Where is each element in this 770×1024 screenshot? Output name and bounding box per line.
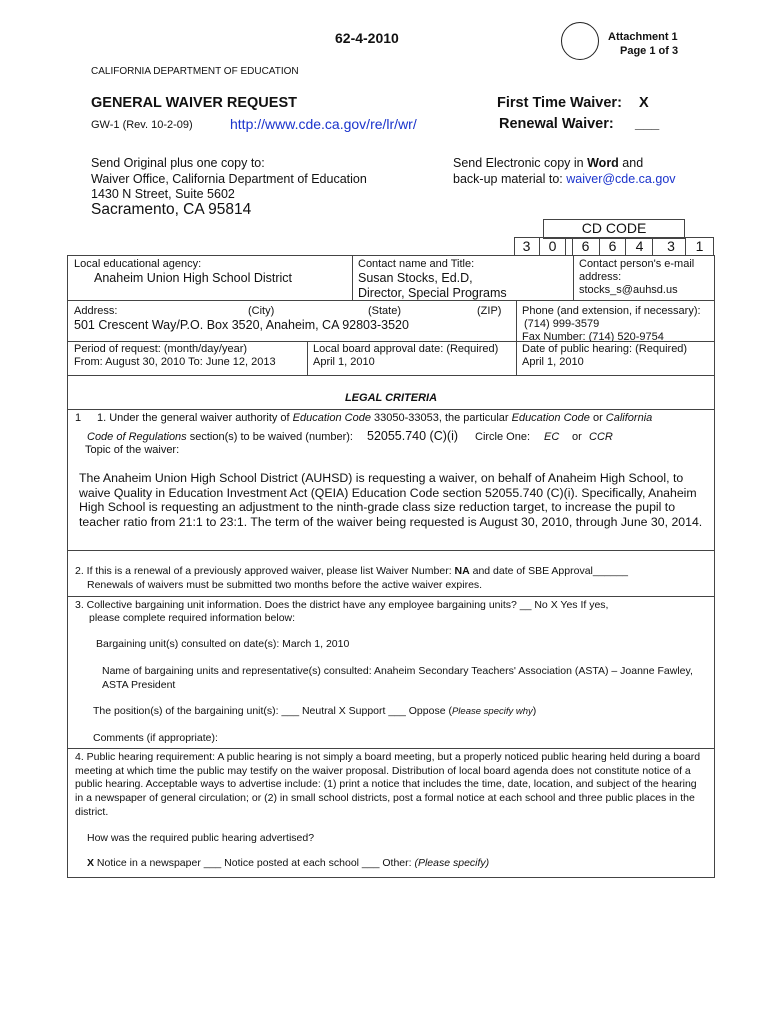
lea-label: Local educational agency: [74, 258, 202, 270]
waiver-url-link[interactable]: http://www.cde.ca.gov/re/lr/wr/ [230, 116, 417, 132]
divider [67, 375, 715, 376]
document-date: 62-4-2010 [335, 30, 399, 46]
divider [67, 596, 715, 597]
q4-options: X Notice in a newspaper ___ Notice posted at each school ___ Other: (Please specify) [87, 857, 490, 869]
cd-code-digit: 0 [540, 237, 566, 255]
electronic-copy-line-2: back-up material to: waiver@cde.ca.gov [453, 172, 676, 186]
renewal-waiver-value: ___ [635, 116, 660, 132]
department-name: CALIFORNIA DEPARTMENT OF EDUCATION [91, 66, 299, 77]
q3-bargaining-dates: Bargaining unit(s) consulted on date(s): March 1, 2010 [96, 638, 350, 650]
first-time-waiver-label: First Time Waiver: [497, 95, 622, 111]
cd-code-digit: 4 [627, 237, 653, 255]
q1-line-1: 1. Under the general waiver authority of Education Code 33050-33053, the particular Education Code or California [97, 412, 653, 424]
mailing-line-1: Send Original plus one copy to: [91, 156, 265, 170]
mailing-line-4: Sacramento, CA 95814 [91, 201, 252, 218]
agenda-item-circle [561, 22, 599, 60]
hearing-date-label: Date of public hearing: (Required) [522, 343, 688, 355]
cd-code-divider [572, 237, 573, 256]
period-value: From: August 30, 2010 To: June 12, 2013 [74, 356, 276, 368]
divider [307, 341, 308, 375]
q3-comments-label: Comments (if appropriate): [93, 732, 218, 744]
first-time-waiver-value: X [639, 95, 649, 111]
q1-ec-option: EC [544, 431, 560, 443]
email-label-1: Contact person's e-mail [579, 258, 695, 270]
divider [67, 300, 715, 301]
mailing-line-2: Waiver Office, California Department of Education [91, 172, 367, 186]
divider [352, 255, 353, 300]
zip-label: (ZIP) [477, 305, 502, 317]
q1-or: or [572, 431, 582, 443]
address-value: 501 Crescent Way/P.O. Box 3520, Anaheim, CA 92803-3520 [74, 318, 409, 332]
cd-code-label: CD CODE [581, 220, 647, 236]
mailing-line-3: 1430 N Street, Suite 5602 [91, 187, 235, 201]
q2-line-2: Renewals of waivers must be submitted two months before the active waiver expires. [87, 579, 483, 591]
lea-value: Anaheim Union High School District [94, 271, 293, 285]
cd-code-digit: 6 [600, 237, 626, 255]
cd-code-digit: 3 [657, 237, 686, 255]
address-label: Address: [74, 305, 118, 317]
q1-section-number: 52055.740 (C)(i) [367, 429, 459, 443]
contact-name: Susan Stocks, Ed.D, [358, 271, 473, 285]
renewal-waiver-label: Renewal Waiver: [499, 116, 614, 132]
fax-number: Fax Number: (714) 520-9754 [522, 331, 664, 341]
period-label: Period of request: (month/day/year) [74, 343, 248, 355]
state-label: (State) [368, 305, 402, 317]
divider [573, 255, 574, 300]
q2-line-1: 2. If this is a renewal of a previously approved waiver, please list Waiver Number: NA and date of SBE Approval______ [75, 565, 628, 577]
divider [516, 341, 517, 375]
divider [67, 550, 715, 551]
contact-email: stocks_s@auhsd.us [579, 284, 678, 296]
q1-ccr-option: CCR [589, 431, 613, 443]
phone-label: Phone (and extension, if necessary): [522, 305, 701, 317]
phone-value: (714) 999-3579 [524, 318, 600, 330]
form-title: GENERAL WAIVER REQUEST [91, 95, 297, 111]
waiver-email-link[interactable]: waiver@cde.ca.gov [566, 172, 676, 186]
divider [516, 300, 517, 341]
q3-line-1: 3. Collective bargaining unit information. Does the district have any employee bargaining units? __ No X Yes If yes, [75, 599, 609, 611]
cd-code-digit: 6 [572, 237, 600, 255]
contact-label: Contact name and Title: [358, 258, 475, 270]
legal-criteria-heading: LEGAL CRITERIA [344, 392, 438, 404]
electronic-copy-line-1: Send Electronic copy in Word and [453, 156, 644, 170]
q3-bargaining-position: The position(s) of the bargaining unit(s): ___ Neutral X Support ___ Oppose (Please specify why) [93, 705, 537, 717]
waiver-description: The Anaheim Union High School District (AUHSD) is requesting a waiver, on behalf of Anaheim High School, to waive Quality in Education Investment Act (QEIA) Education Code section 52055.740 (C)(i). Specifically, Anaheim High School is requesting an adjustment to the ninth-grade class size reduction target, to increase the pupil to teacher ratio from 21:1 to 23:1. The term of the waiver being requested is August 30, 2010, through June 30, 2014. [79, 471, 703, 529]
cd-code-digit: 3 [514, 237, 540, 255]
city-label: (City) [248, 305, 275, 317]
q1-number: 1 [75, 412, 82, 424]
q3-bargaining-names: Name of bargaining units and representative(s) consulted: Anaheim Secondary Teachers' Association (ASTA) – Joanne Fawley, ASTA President [102, 665, 693, 691]
contact-title: Director, Special Programs [358, 286, 507, 300]
board-approval-label: Local board approval date: (Required) [313, 343, 499, 355]
divider [67, 409, 715, 410]
cd-code-digit: 1 [686, 237, 714, 255]
divider [67, 748, 715, 749]
q4-question: How was the required public hearing advertised? [87, 832, 315, 844]
page-number: Page 1 of 3 [620, 45, 679, 57]
q4-hearing-requirement: 4. Public hearing requirement: A public hearing is not simply a board meeting, but a properly noticed public hearing held during a board meeting at which time the public may testify on the waiver proposal. Distribution of local board agenda does not constitute notice of a public hearing. Acceptable ways to advertise include: (1) print a notice that includes the time, date, location, and subject of the hearing in a newspaper of general circulation; or (2) in small school districts, post a formal notice at each school and three public places in the district. [75, 751, 701, 818]
q1-topic-label: Topic of the waiver: [85, 444, 180, 456]
hearing-date-value: April 1, 2010 [522, 356, 584, 368]
email-label-2: address: [579, 271, 622, 283]
attachment-label: Attachment 1 [608, 31, 678, 43]
form-number: GW-1 (Rev. 10-2-09) [91, 119, 193, 131]
q3-line-2: please complete required information below: [89, 612, 296, 624]
divider [67, 341, 715, 342]
q1-circle-label: Circle One: [475, 431, 531, 443]
board-approval-value: April 1, 2010 [313, 356, 375, 368]
q1-line-2: Code of Regulations section(s) to be waived (number): [87, 431, 353, 443]
